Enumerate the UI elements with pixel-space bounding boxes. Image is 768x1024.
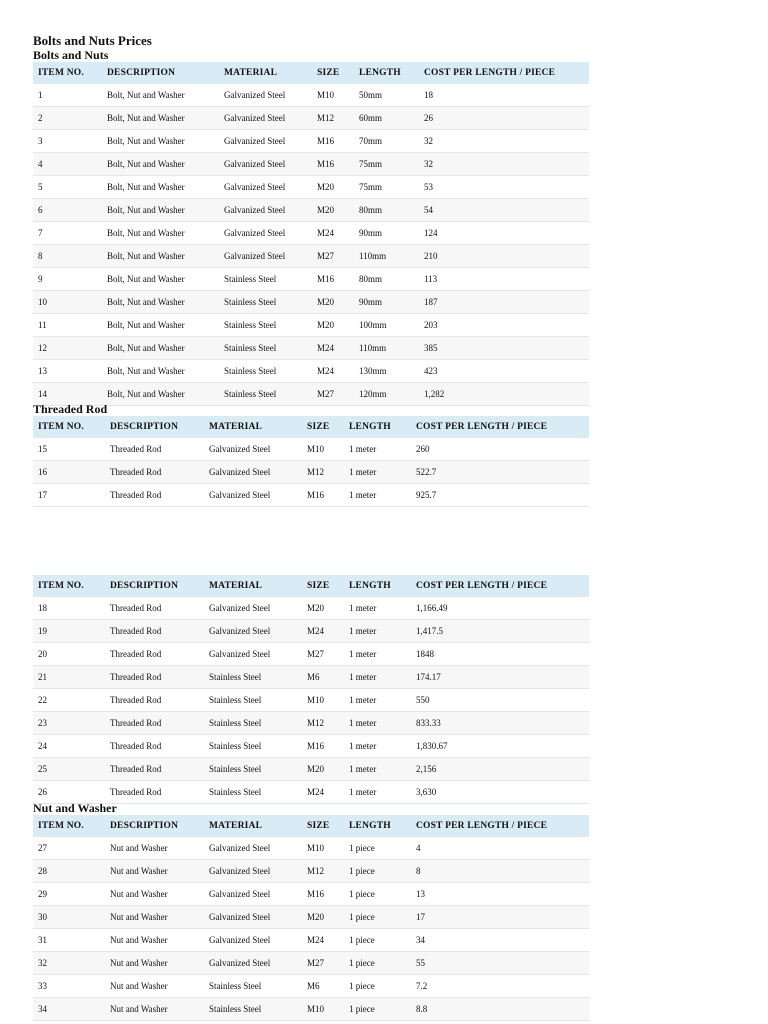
cell-size: M10 (302, 438, 344, 461)
cell-length: 70mm (354, 130, 419, 153)
cell-length: 60mm (354, 107, 419, 130)
cell-material: Galvanized Steel (219, 130, 312, 153)
cell-description: Threaded Rod (105, 484, 204, 507)
cell-size: M6 (302, 666, 344, 689)
table-row (33, 643, 589, 666)
cell-item-no: 12 (33, 337, 102, 360)
cell-item-no: 24 (33, 735, 105, 758)
cell-item-no: 13 (33, 360, 102, 383)
cell-length: 120mm (354, 383, 419, 406)
cell-material: Stainless Steel (204, 735, 302, 758)
cell-size: M24 (312, 337, 354, 360)
cell-item-no: 32 (33, 952, 105, 975)
table-header-row (33, 62, 589, 84)
cell-length: 1 meter (344, 735, 411, 758)
column-header-size: SIZE (302, 815, 344, 837)
cell-size: M16 (302, 484, 344, 507)
cell-material: Galvanized Steel (204, 597, 302, 620)
cell-size: M10 (312, 84, 354, 107)
cell-item-no: 33 (33, 975, 105, 998)
threaded-rod-table-continued (33, 575, 589, 804)
column-header-length: LENGTH (354, 62, 419, 84)
table-header-row (33, 416, 589, 438)
cell-material: Galvanized Steel (219, 245, 312, 268)
cell-cost: 423 (419, 360, 589, 383)
cell-length: 110mm (354, 245, 419, 268)
column-header-description: DESCRIPTION (105, 575, 204, 597)
cell-length: 1 piece (344, 837, 411, 860)
cell-description: Bolt, Nut and Washer (102, 291, 219, 314)
cell-length: 1 piece (344, 883, 411, 906)
cell-material: Galvanized Steel (204, 438, 302, 461)
cell-material: Stainless Steel (219, 337, 312, 360)
cell-size: M27 (312, 383, 354, 406)
cell-size: M16 (312, 130, 354, 153)
cell-size: M16 (302, 735, 344, 758)
table-row (33, 153, 589, 176)
table-row (33, 860, 589, 883)
cell-cost: 174.17 (411, 666, 589, 689)
cell-size: M16 (302, 883, 344, 906)
cell-cost: 17 (411, 906, 589, 929)
cell-size: M20 (312, 291, 354, 314)
table-row (33, 291, 589, 314)
cell-item-no: 22 (33, 689, 105, 712)
cell-item-no: 26 (33, 781, 105, 804)
bolts-and-nuts-table (33, 62, 589, 406)
column-header-item-no: ITEM NO. (33, 62, 102, 84)
cell-material: Galvanized Steel (204, 837, 302, 860)
column-header-length: LENGTH (344, 815, 411, 837)
cell-length: 1 meter (344, 643, 411, 666)
cell-cost: 1,166.49 (411, 597, 589, 620)
cell-length: 130mm (354, 360, 419, 383)
cell-size: M24 (312, 360, 354, 383)
table-row (33, 245, 589, 268)
column-header-item-no: ITEM NO. (33, 416, 105, 438)
threaded-rod-table (33, 416, 589, 507)
cell-size: M20 (302, 906, 344, 929)
cell-description: Threaded Rod (105, 735, 204, 758)
cell-material: Galvanized Steel (204, 860, 302, 883)
cell-description: Nut and Washer (105, 998, 204, 1021)
cell-material: Galvanized Steel (219, 199, 312, 222)
cell-material: Galvanized Steel (219, 153, 312, 176)
column-header-size: SIZE (302, 575, 344, 597)
cell-item-no: 20 (33, 643, 105, 666)
cell-length: 50mm (354, 84, 419, 107)
cell-description: Threaded Rod (105, 438, 204, 461)
cell-size: M10 (302, 689, 344, 712)
table-row (33, 222, 589, 245)
cell-material: Galvanized Steel (204, 461, 302, 484)
cell-length: 1 meter (344, 758, 411, 781)
column-header-cost: COST PER LENGTH / PIECE (411, 575, 589, 597)
cell-description: Nut and Washer (105, 929, 204, 952)
cell-cost: 925.7 (411, 484, 589, 507)
cell-cost: 1848 (411, 643, 589, 666)
cell-material: Stainless Steel (219, 314, 312, 337)
cell-description: Threaded Rod (105, 781, 204, 804)
cell-material: Stainless Steel (204, 712, 302, 735)
cell-item-no: 29 (33, 883, 105, 906)
table-row (33, 906, 589, 929)
cell-description: Threaded Rod (105, 712, 204, 735)
cell-material: Stainless Steel (204, 781, 302, 804)
cell-description: Bolt, Nut and Washer (102, 383, 219, 406)
cell-item-no: 2 (33, 107, 102, 130)
table-row (33, 952, 589, 975)
cell-length: 110mm (354, 337, 419, 360)
cell-size: M20 (302, 597, 344, 620)
cell-cost: 1,830.67 (411, 735, 589, 758)
cell-length: 1 meter (344, 666, 411, 689)
table-row (33, 998, 589, 1021)
cell-item-no: 6 (33, 199, 102, 222)
table-row (33, 268, 589, 291)
table-row (33, 484, 589, 507)
cell-cost: 833.33 (411, 712, 589, 735)
cell-item-no: 1 (33, 84, 102, 107)
cell-cost: 260 (411, 438, 589, 461)
cell-description: Nut and Washer (105, 883, 204, 906)
cell-cost: 18 (419, 84, 589, 107)
cell-material: Stainless Steel (204, 666, 302, 689)
column-header-cost: COST PER LENGTH / PIECE (411, 815, 589, 837)
cell-cost: 3,630 (411, 781, 589, 804)
cell-description: Bolt, Nut and Washer (102, 245, 219, 268)
section-title-threaded-rod: Threaded Rod (33, 402, 108, 416)
table-row (33, 314, 589, 337)
table-row (33, 107, 589, 130)
cell-material: Galvanized Steel (204, 906, 302, 929)
cell-length: 1 piece (344, 952, 411, 975)
cell-size: M12 (302, 860, 344, 883)
table-row (33, 758, 589, 781)
cell-item-no: 10 (33, 291, 102, 314)
cell-size: M12 (302, 712, 344, 735)
cell-material: Galvanized Steel (204, 620, 302, 643)
cell-length: 1 piece (344, 975, 411, 998)
cell-cost: 210 (419, 245, 589, 268)
column-header-length: LENGTH (344, 575, 411, 597)
cell-cost: 1,282 (419, 383, 589, 406)
cell-description: Bolt, Nut and Washer (102, 130, 219, 153)
cell-size: M16 (312, 153, 354, 176)
cell-description: Threaded Rod (105, 620, 204, 643)
table-header-row (33, 575, 589, 597)
column-header-material: MATERIAL (204, 575, 302, 597)
cell-length: 1 meter (344, 781, 411, 804)
table-row (33, 883, 589, 906)
cell-material: Stainless Steel (204, 689, 302, 712)
column-header-size: SIZE (312, 62, 354, 84)
cell-material: Galvanized Steel (204, 952, 302, 975)
cell-item-no: 7 (33, 222, 102, 245)
cell-item-no: 23 (33, 712, 105, 735)
cell-cost: 385 (419, 337, 589, 360)
cell-description: Bolt, Nut and Washer (102, 360, 219, 383)
cell-item-no: 31 (33, 929, 105, 952)
cell-material: Stainless Steel (204, 758, 302, 781)
cell-size: M12 (302, 461, 344, 484)
cell-size: M24 (302, 781, 344, 804)
cell-item-no: 30 (33, 906, 105, 929)
cell-cost: 1,417.5 (411, 620, 589, 643)
cell-description: Nut and Washer (105, 952, 204, 975)
cell-cost: 32 (419, 130, 589, 153)
cell-description: Nut and Washer (105, 906, 204, 929)
cell-length: 1 meter (344, 461, 411, 484)
cell-item-no: 34 (33, 998, 105, 1021)
table-row (33, 461, 589, 484)
table-header-row (33, 815, 589, 837)
cell-length: 75mm (354, 176, 419, 199)
cell-description: Threaded Rod (105, 597, 204, 620)
cell-material: Stainless Steel (219, 360, 312, 383)
cell-length: 100mm (354, 314, 419, 337)
cell-cost: 4 (411, 837, 589, 860)
cell-cost: 113 (419, 268, 589, 291)
cell-item-no: 25 (33, 758, 105, 781)
cell-length: 1 meter (344, 597, 411, 620)
cell-size: M12 (312, 107, 354, 130)
table-row (33, 712, 589, 735)
cell-item-no: 5 (33, 176, 102, 199)
cell-size: M10 (302, 837, 344, 860)
cell-item-no: 3 (33, 130, 102, 153)
cell-size: M24 (302, 620, 344, 643)
cell-description: Bolt, Nut and Washer (102, 107, 219, 130)
table-row (33, 438, 589, 461)
table-row (33, 837, 589, 860)
cell-description: Threaded Rod (105, 643, 204, 666)
cell-cost: 8 (411, 860, 589, 883)
cell-size: M20 (312, 199, 354, 222)
cell-length: 1 meter (344, 712, 411, 735)
cell-item-no: 9 (33, 268, 102, 291)
cell-item-no: 21 (33, 666, 105, 689)
column-header-size: SIZE (302, 416, 344, 438)
cell-length: 1 piece (344, 906, 411, 929)
cell-description: Bolt, Nut and Washer (102, 176, 219, 199)
table-row (33, 199, 589, 222)
column-header-material: MATERIAL (219, 62, 312, 84)
cell-length: 1 meter (344, 484, 411, 507)
cell-size: M27 (312, 245, 354, 268)
cell-cost: 34 (411, 929, 589, 952)
table-row (33, 929, 589, 952)
cell-cost: 8.8 (411, 998, 589, 1021)
cell-size: M20 (312, 314, 354, 337)
cell-item-no: 16 (33, 461, 105, 484)
cell-cost: 54 (419, 199, 589, 222)
cell-material: Stainless Steel (204, 975, 302, 998)
cell-item-no: 11 (33, 314, 102, 337)
cell-size: M6 (302, 975, 344, 998)
column-header-cost: COST PER LENGTH / PIECE (411, 416, 589, 438)
column-header-item-no: ITEM NO. (33, 575, 105, 597)
cell-size: M20 (312, 176, 354, 199)
cell-cost: 32 (419, 153, 589, 176)
cell-description: Threaded Rod (105, 461, 204, 484)
cell-material: Galvanized Steel (204, 883, 302, 906)
nut-and-washer-table (33, 815, 589, 1021)
column-header-item-no: ITEM NO. (33, 815, 105, 837)
cell-item-no: 28 (33, 860, 105, 883)
cell-size: M16 (312, 268, 354, 291)
cell-material: Galvanized Steel (219, 176, 312, 199)
cell-cost: 53 (419, 176, 589, 199)
cell-material: Stainless Steel (219, 383, 312, 406)
column-header-material: MATERIAL (204, 416, 302, 438)
cell-description: Nut and Washer (105, 975, 204, 998)
cell-item-no: 15 (33, 438, 105, 461)
cell-item-no: 4 (33, 153, 102, 176)
cell-cost: 2,156 (411, 758, 589, 781)
cell-size: M24 (312, 222, 354, 245)
cell-length: 1 meter (344, 438, 411, 461)
cell-description: Threaded Rod (105, 758, 204, 781)
cell-size: M20 (302, 758, 344, 781)
cell-description: Bolt, Nut and Washer (102, 153, 219, 176)
table-row (33, 130, 589, 153)
table-row (33, 975, 589, 998)
cell-description: Bolt, Nut and Washer (102, 199, 219, 222)
section-title-nut-and-washer: Nut and Washer (33, 801, 117, 815)
cell-description: Bolt, Nut and Washer (102, 314, 219, 337)
table-row (33, 360, 589, 383)
cell-size: M10 (302, 998, 344, 1021)
cell-cost: 124 (419, 222, 589, 245)
cell-cost: 13 (411, 883, 589, 906)
table-row (33, 735, 589, 758)
cell-cost: 522.7 (411, 461, 589, 484)
cell-length: 75mm (354, 153, 419, 176)
cell-cost: 26 (419, 107, 589, 130)
cell-length: 1 piece (344, 860, 411, 883)
cell-size: M27 (302, 643, 344, 666)
cell-material: Galvanized Steel (204, 484, 302, 507)
column-header-description: DESCRIPTION (102, 62, 219, 84)
cell-material: Galvanized Steel (219, 107, 312, 130)
cell-item-no: 18 (33, 597, 105, 620)
column-header-description: DESCRIPTION (105, 815, 204, 837)
cell-description: Nut and Washer (105, 860, 204, 883)
cell-item-no: 27 (33, 837, 105, 860)
cell-material: Galvanized Steel (219, 222, 312, 245)
cell-length: 1 piece (344, 998, 411, 1021)
cell-material: Stainless Steel (204, 998, 302, 1021)
table-row (33, 666, 589, 689)
column-header-cost: COST PER LENGTH / PIECE (419, 62, 589, 84)
section-title-bolts-and-nuts: Bolts and Nuts (33, 48, 109, 62)
table-row (33, 689, 589, 712)
cell-material: Galvanized Steel (204, 643, 302, 666)
cell-description: Bolt, Nut and Washer (102, 84, 219, 107)
table-row (33, 383, 589, 406)
cell-description: Bolt, Nut and Washer (102, 337, 219, 360)
cell-description: Bolt, Nut and Washer (102, 268, 219, 291)
cell-size: M24 (302, 929, 344, 952)
table-row (33, 84, 589, 107)
cell-description: Nut and Washer (105, 837, 204, 860)
cell-length: 90mm (354, 291, 419, 314)
cell-cost: 187 (419, 291, 589, 314)
cell-length: 1 piece (344, 929, 411, 952)
cell-cost: 55 (411, 952, 589, 975)
table-row (33, 597, 589, 620)
cell-description: Threaded Rod (105, 689, 204, 712)
cell-length: 80mm (354, 199, 419, 222)
table-row (33, 620, 589, 643)
cell-material: Stainless Steel (219, 268, 312, 291)
cell-item-no: 17 (33, 484, 105, 507)
cell-material: Galvanized Steel (204, 929, 302, 952)
page-title: Bolts and Nuts Prices (33, 33, 152, 48)
cell-cost: 550 (411, 689, 589, 712)
cell-length: 1 meter (344, 620, 411, 643)
cell-length: 80mm (354, 268, 419, 291)
cell-description: Threaded Rod (105, 666, 204, 689)
table-row (33, 337, 589, 360)
table-row (33, 176, 589, 199)
cell-material: Galvanized Steel (219, 84, 312, 107)
cell-cost: 203 (419, 314, 589, 337)
cell-item-no: 14 (33, 383, 102, 406)
cell-item-no: 8 (33, 245, 102, 268)
cell-cost: 7.2 (411, 975, 589, 998)
cell-length: 90mm (354, 222, 419, 245)
column-header-length: LENGTH (344, 416, 411, 438)
column-header-material: MATERIAL (204, 815, 302, 837)
cell-length: 1 meter (344, 689, 411, 712)
cell-item-no: 19 (33, 620, 105, 643)
cell-material: Stainless Steel (219, 291, 312, 314)
cell-size: M27 (302, 952, 344, 975)
cell-description: Bolt, Nut and Washer (102, 222, 219, 245)
column-header-description: DESCRIPTION (105, 416, 204, 438)
